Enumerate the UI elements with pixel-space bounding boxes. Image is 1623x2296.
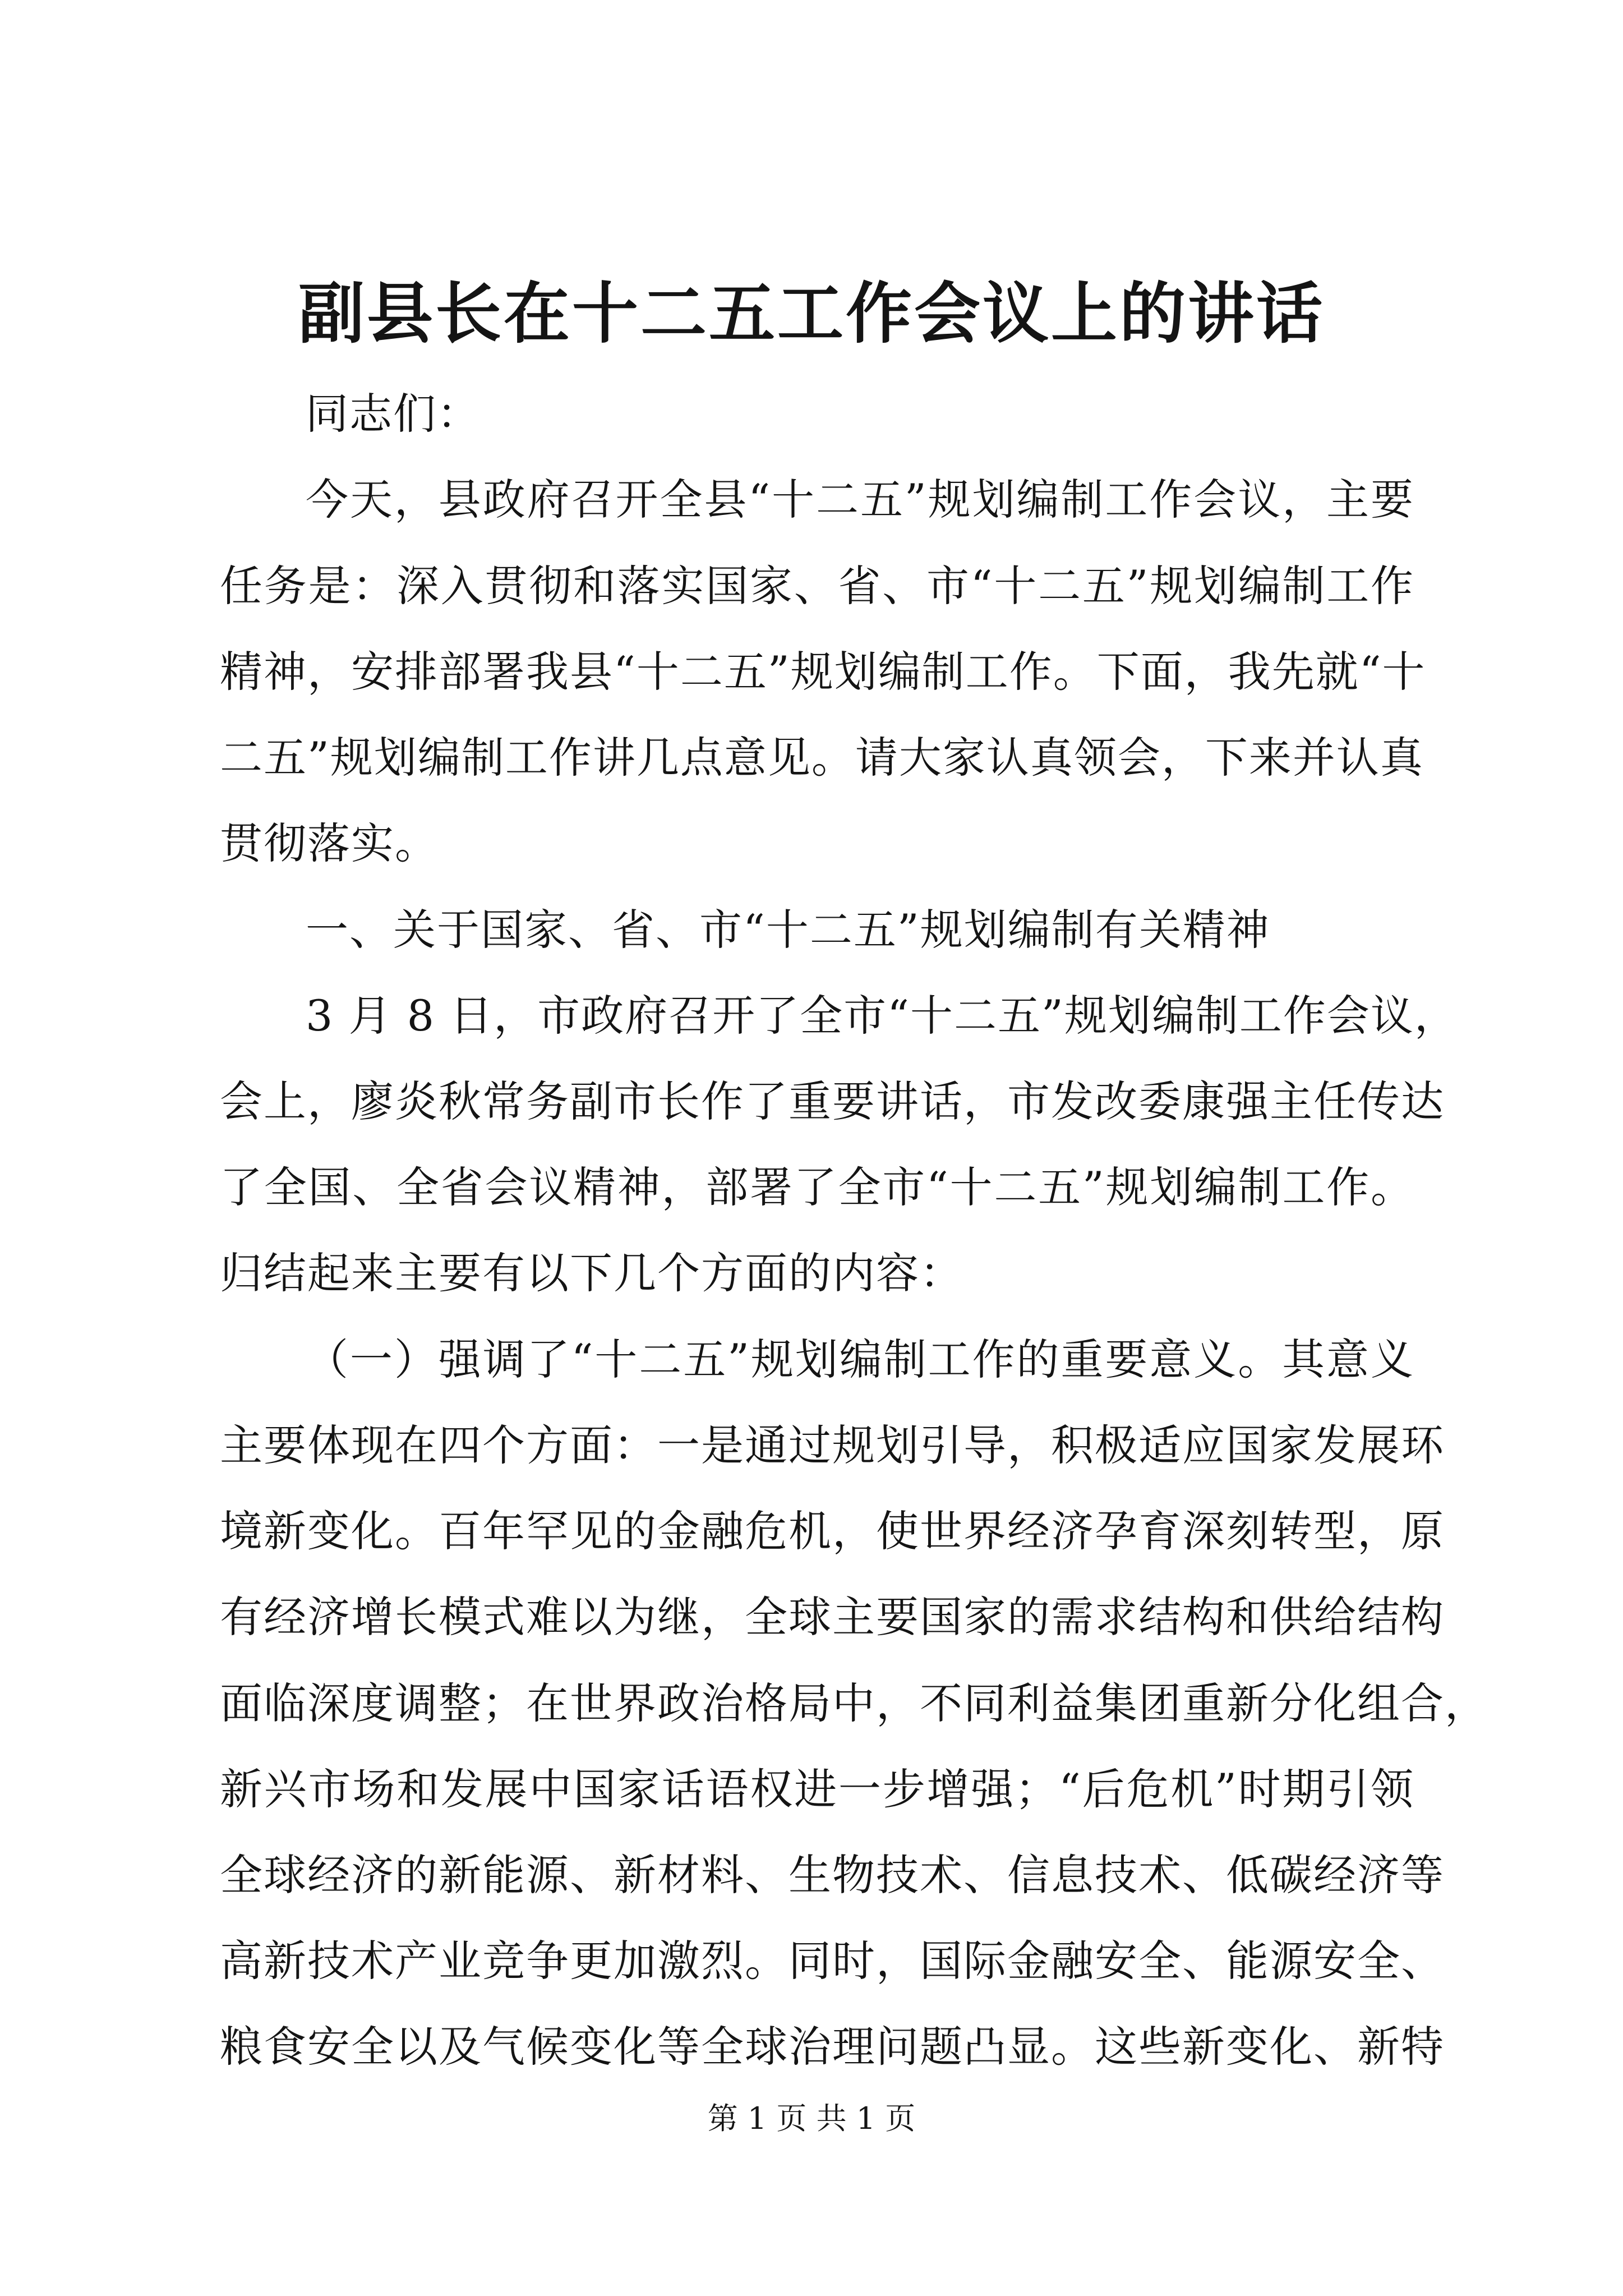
body-line: 了全国、全省会议精神，部署了全市“十二五”规划编制工作。	[220, 1162, 1414, 1212]
body-line: 3 月 8 日，市政府召开了全市“十二五”规划编制工作会议，	[306, 991, 1458, 1041]
body-line: 境新变化。百年罕见的金融危机，使世界经济孕育深刻转型，原	[220, 1506, 1445, 1556]
body-line: 新兴市场和发展中国家话语权进一步增强；“后危机”时期引领	[220, 1764, 1414, 1814]
body-line: 贯彻落实。	[220, 818, 439, 868]
body-line: 二五”规划编制工作讲几点意见。请大家认真领会，下来并认真	[220, 733, 1424, 783]
body-line: 全球经济的新能源、新材料、生物技术、信息技术、低碳经济等	[220, 1850, 1445, 1900]
document-title: 副县长在十二五工作会议上的讲话	[298, 274, 1325, 352]
body-line: 面临深度调整；在世界政治格局中，不同利益集团重新分化组合，	[220, 1678, 1488, 1728]
body-line: 会上，廖炎秋常务副市长作了重要讲话，市发改委康强主任传达	[220, 1076, 1445, 1126]
body-line: 任务是：深入贯彻和落实国家、省、市“十二五”规划编制工作	[220, 561, 1414, 611]
body-line: 归结起来主要有以下几个方面的内容：	[220, 1248, 963, 1298]
body-line: 粮食安全以及气候变化等全球治理问题凸显。这些新变化、新特	[220, 2022, 1445, 2072]
body-line: 高新技术产业竞争更加激烈。同时，国际金融安全、能源安全、	[220, 1936, 1445, 1986]
body-line: 今天，县政府召开全县“十二五”规划编制工作会议，主要	[306, 475, 1414, 524]
body-line: （一）强调了“十二五”规划编制工作的重要意义。其意义	[306, 1335, 1414, 1384]
salutation: 同志们：	[306, 389, 481, 439]
body-line: 精神，安排部署我县“十二五”规划编制工作。下面，我先就“十	[220, 647, 1426, 697]
section-heading: 一、关于国家、省、市“十二五”规划编制有关精神	[306, 905, 1270, 955]
body-line: 有经济增长模式难以为继，全球主要国家的需求结构和供给结构	[220, 1592, 1445, 1642]
page-footer: 第 1 页 共 1 页	[707, 2101, 916, 2136]
body-line: 主要体现在四个方面：一是通过规划引导，积极适应国家发展环	[220, 1420, 1445, 1470]
